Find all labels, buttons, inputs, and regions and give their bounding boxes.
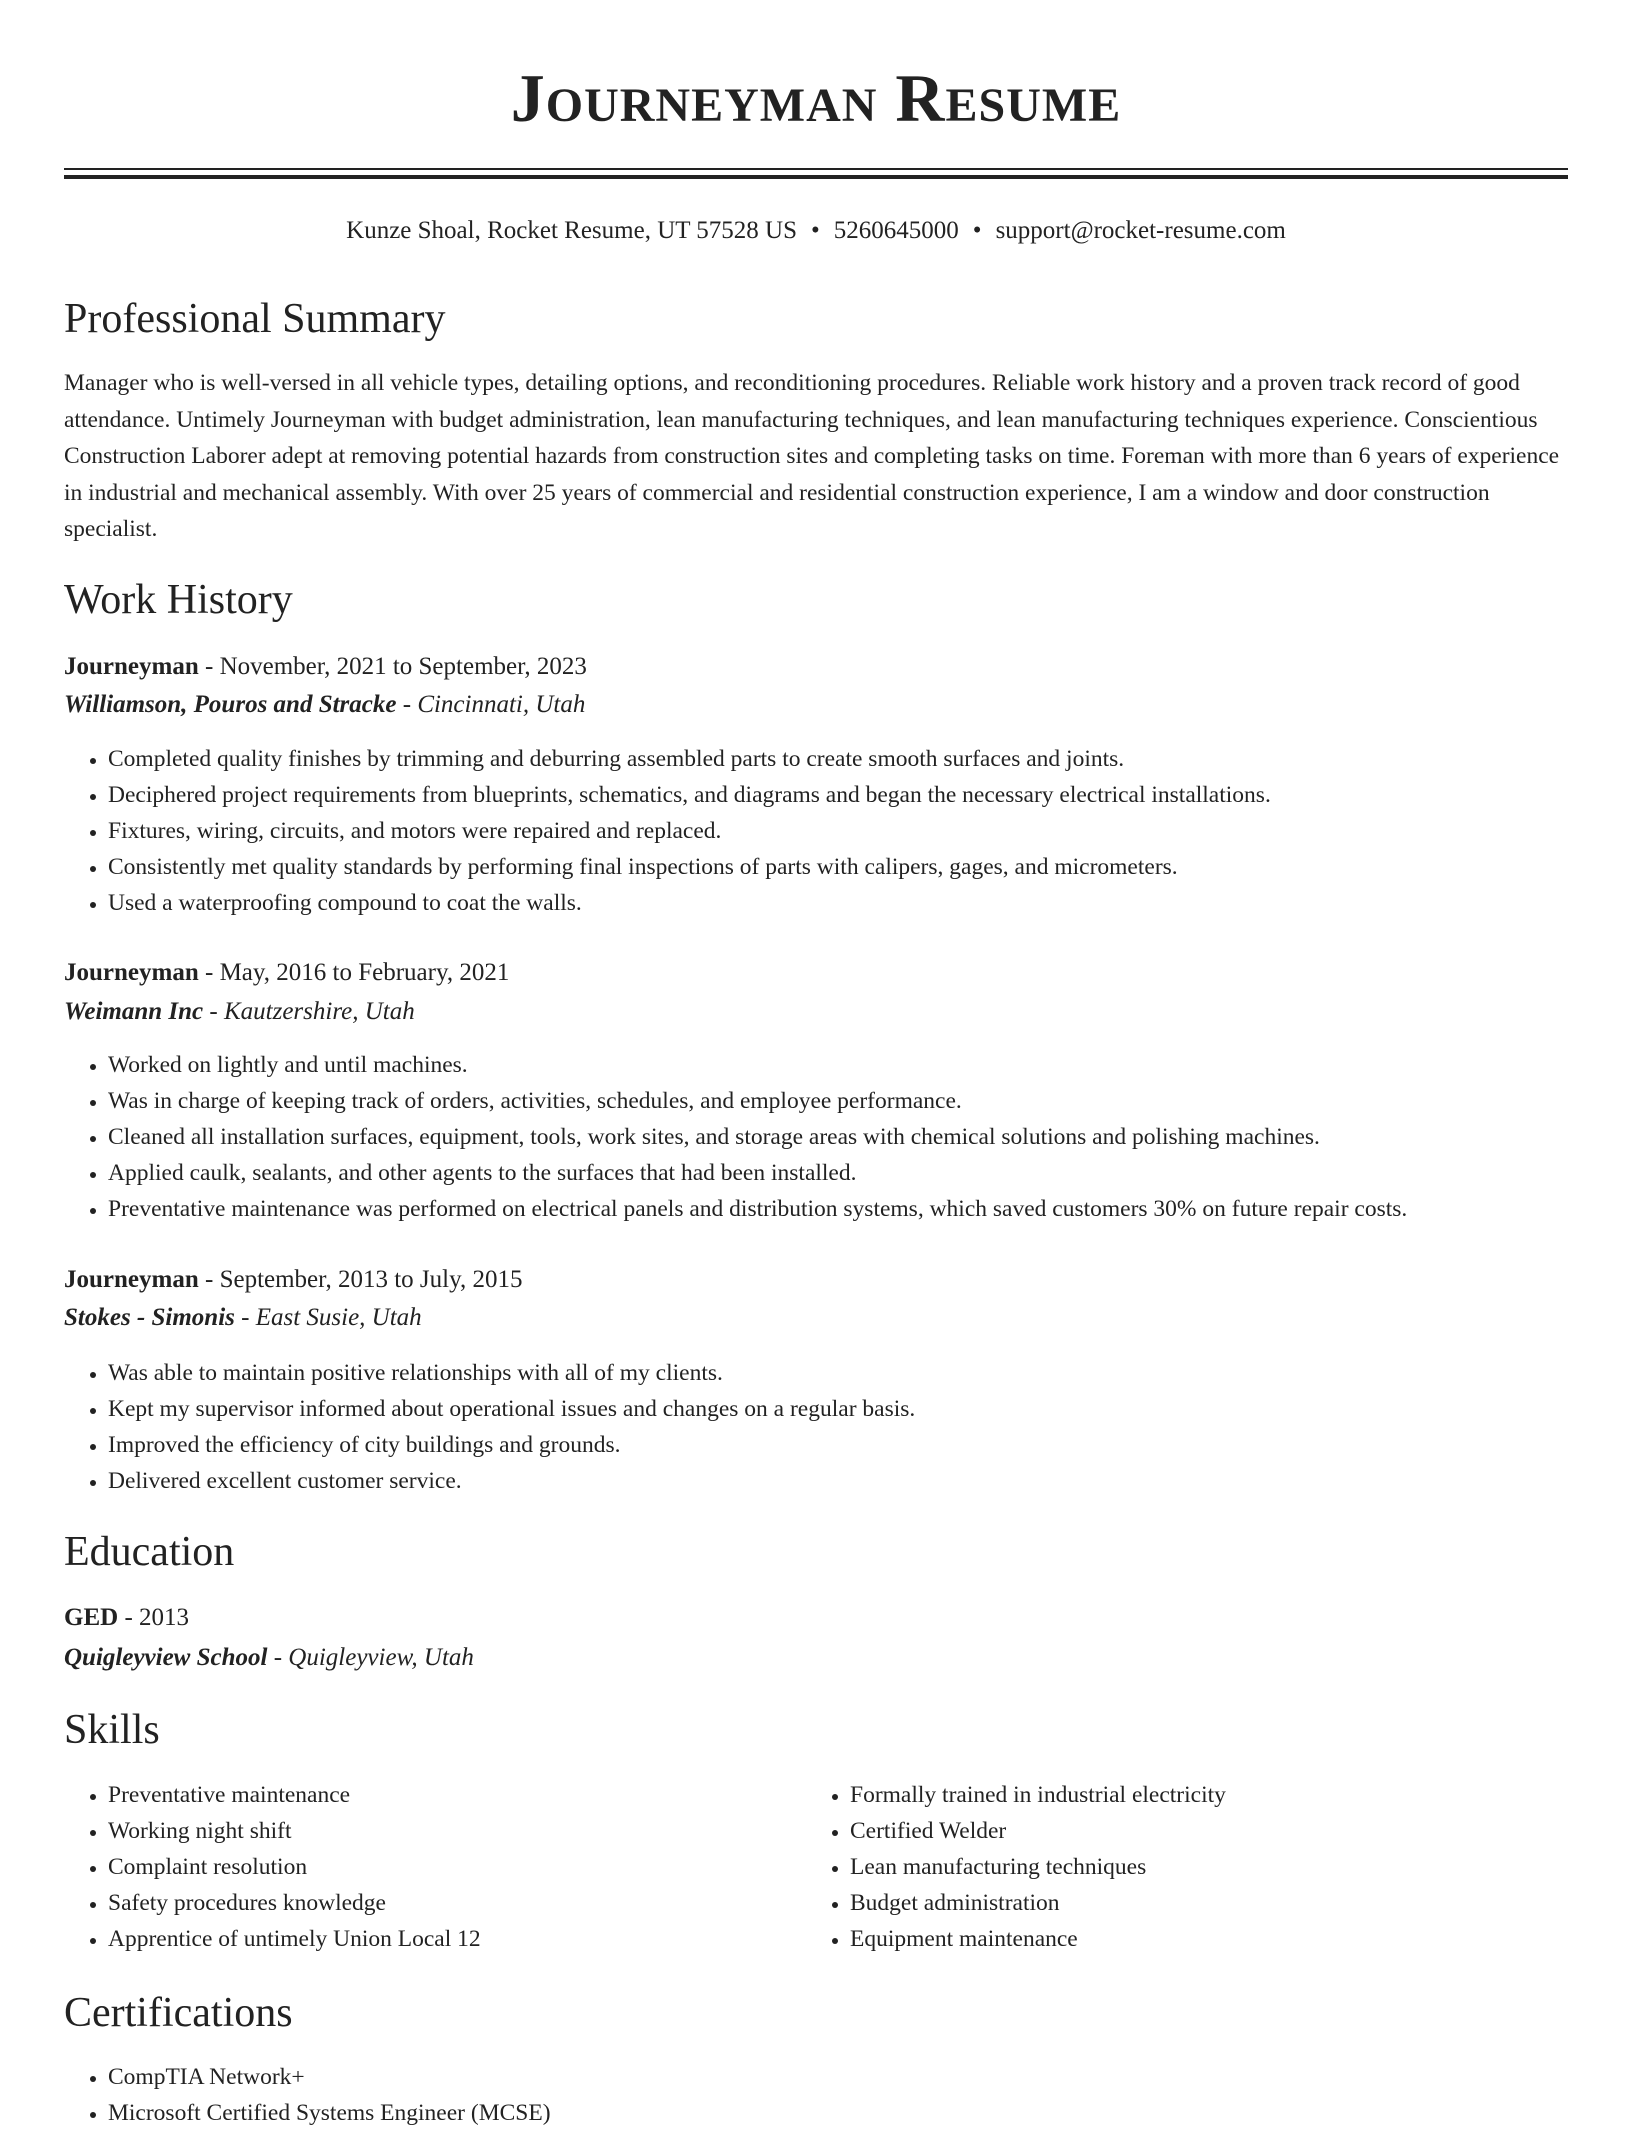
job-company: Williamson, Pouros and Stracke <box>64 691 397 718</box>
resume-title: Journeyman Resume <box>510 60 1122 136</box>
contact-separator: • <box>972 217 982 244</box>
list-item: • Delivered excellent customer service. <box>108 1463 1608 1499</box>
job-dates: September, 2013 to July, 2015 <box>219 1266 523 1293</box>
job-employer: Stokes - Simonis - East Susie, Utah <box>64 1304 422 1331</box>
job-location: East Susie, Utah <box>255 1304 422 1331</box>
job-employer: Williamson, Pouros and Stracke - Cincinnati, Utah <box>64 691 586 718</box>
job-employer: Weimann Inc - Kautzershire, Utah <box>64 998 415 1025</box>
job-bullets <box>64 1047 1608 1227</box>
job-location: Kautzershire, Utah <box>223 998 415 1025</box>
list-item: • Was able to maintain positive relationships with all of my clients. <box>108 1355 1608 1391</box>
job-bullets <box>64 741 1608 921</box>
list-item: • Was in charge of keeping track of orders, activities, schedules, and employee performance. <box>108 1083 1608 1119</box>
list-item: • Applied caulk, sealants, and other agents to the surfaces that had been installed. <box>108 1155 1608 1191</box>
section-title-certifications: Certifications <box>64 1990 293 2036</box>
section-title-summary: Professional Summary <box>64 296 446 342</box>
job-heading: Journeyman - May, 2016 to February, 2021 <box>64 959 510 986</box>
contact-email: support@rocket-resume.com <box>995 217 1286 244</box>
skills-list-left <box>64 1777 808 1957</box>
list-item: • Equipment maintenance <box>850 1921 1590 1957</box>
job-heading: Journeyman - November, 2021 to September, 2023 <box>64 653 587 680</box>
list-item: • Preventative maintenance <box>108 1777 808 1813</box>
list-item: • Kept my supervisor informed about operational issues and changes on a regular basis. <box>108 1391 1608 1427</box>
education-school: Quigleyview School <box>64 1644 268 1671</box>
title-divider-top <box>64 168 1568 170</box>
list-item: • Preventative maintenance was performed on electrical panels and distribution systems, which saved customers 30% on future repair costs. <box>108 1191 1608 1227</box>
list-item: • Deciphered project requirements from blueprints, schematics, and diagrams and began the necessary electrical installations. <box>108 777 1608 813</box>
job-title: Journeyman <box>64 1266 199 1293</box>
job-bullets <box>64 1355 1608 1499</box>
job-title: Journeyman <box>64 653 199 680</box>
education-institution: Quigleyview School - Quigleyview, Utah <box>64 1644 474 1671</box>
job-title: Journeyman <box>64 959 199 986</box>
list-item: • Certified Welder <box>850 1813 1590 1849</box>
title-divider-bottom <box>64 175 1568 179</box>
contact-phone: 5260645000 <box>833 217 959 244</box>
contact-address: Kunze Shoal, Rocket Resume, UT 57528 US <box>346 217 798 244</box>
list-item: • CompTIA Network+ <box>108 2059 1608 2095</box>
summary-text: Manager who is well-versed in all vehicle types, detailing options, and reconditioning procedures. Reliable work history and a proven track record of good attendance. Untimely Journeyman with budget administration, lean manufacturing techniques, and lean manufacturing techniques experience. Conscientious Construction Laborer adept at removing potential hazards from construction sites and completing tasks on time. Foreman with more than 6 years of experience in industrial and mechanical assembly. With over 25 years of commercial and residential construction experience, I am a window and door construction specialist. <box>64 370 1560 542</box>
contact-line <box>0 214 1632 248</box>
list-item: • Used a waterproofing compound to coat the walls. <box>108 885 1608 921</box>
contact-separator: • <box>811 217 820 244</box>
job-company: Weimann Inc <box>64 998 204 1025</box>
certifications-list <box>64 2059 1608 2131</box>
list-item: • Fixtures, wiring, circuits, and motors were repaired and replaced. <box>108 813 1608 849</box>
list-item: • Lean manufacturing techniques <box>850 1849 1590 1885</box>
list-item: • Budget administration <box>850 1885 1590 1921</box>
job-location: Cincinnati, Utah <box>417 691 586 718</box>
job-dates: November, 2021 to September, 2023 <box>219 653 587 680</box>
education-heading: GED - 2013 <box>64 1604 190 1631</box>
list-item: • Apprentice of untimely Union Local 12 <box>108 1921 808 1957</box>
education-degree: GED <box>64 1604 119 1631</box>
list-item: • Microsoft Certified Systems Engineer (MCSE) <box>108 2095 1608 2131</box>
list-item: • Completed quality finishes by trimming and deburring assembled parts to create smooth surfaces and joints. <box>108 741 1608 777</box>
section-title-skills: Skills <box>64 1707 160 1753</box>
section-title-education: Education <box>64 1529 235 1575</box>
education-year: 2013 <box>139 1604 190 1631</box>
skills-list-right <box>806 1777 1590 1957</box>
job-company: Stokes - Simonis <box>64 1304 235 1331</box>
list-item: • Working night shift <box>108 1813 808 1849</box>
education-location: Quigleyview, Utah <box>288 1644 474 1671</box>
job-heading: Journeyman - September, 2013 to July, 2015 <box>64 1266 523 1293</box>
list-item: • Improved the efficiency of city buildings and grounds. <box>108 1427 1608 1463</box>
list-item: • Formally trained in industrial electricity <box>850 1777 1590 1813</box>
section-title-work: Work History <box>64 577 293 623</box>
job-dates: May, 2016 to February, 2021 <box>219 959 510 986</box>
list-item: • Consistently met quality standards by performing final inspections of parts with calipers, gages, and micrometers. <box>108 849 1608 885</box>
list-item: • Worked on lightly and until machines. <box>108 1047 1608 1083</box>
list-item: • Complaint resolution <box>108 1849 808 1885</box>
list-item: • Safety procedures knowledge <box>108 1885 808 1921</box>
list-item: • Cleaned all installation surfaces, equipment, tools, work sites, and storage areas with chemical solutions and polishing machines. <box>108 1119 1608 1155</box>
